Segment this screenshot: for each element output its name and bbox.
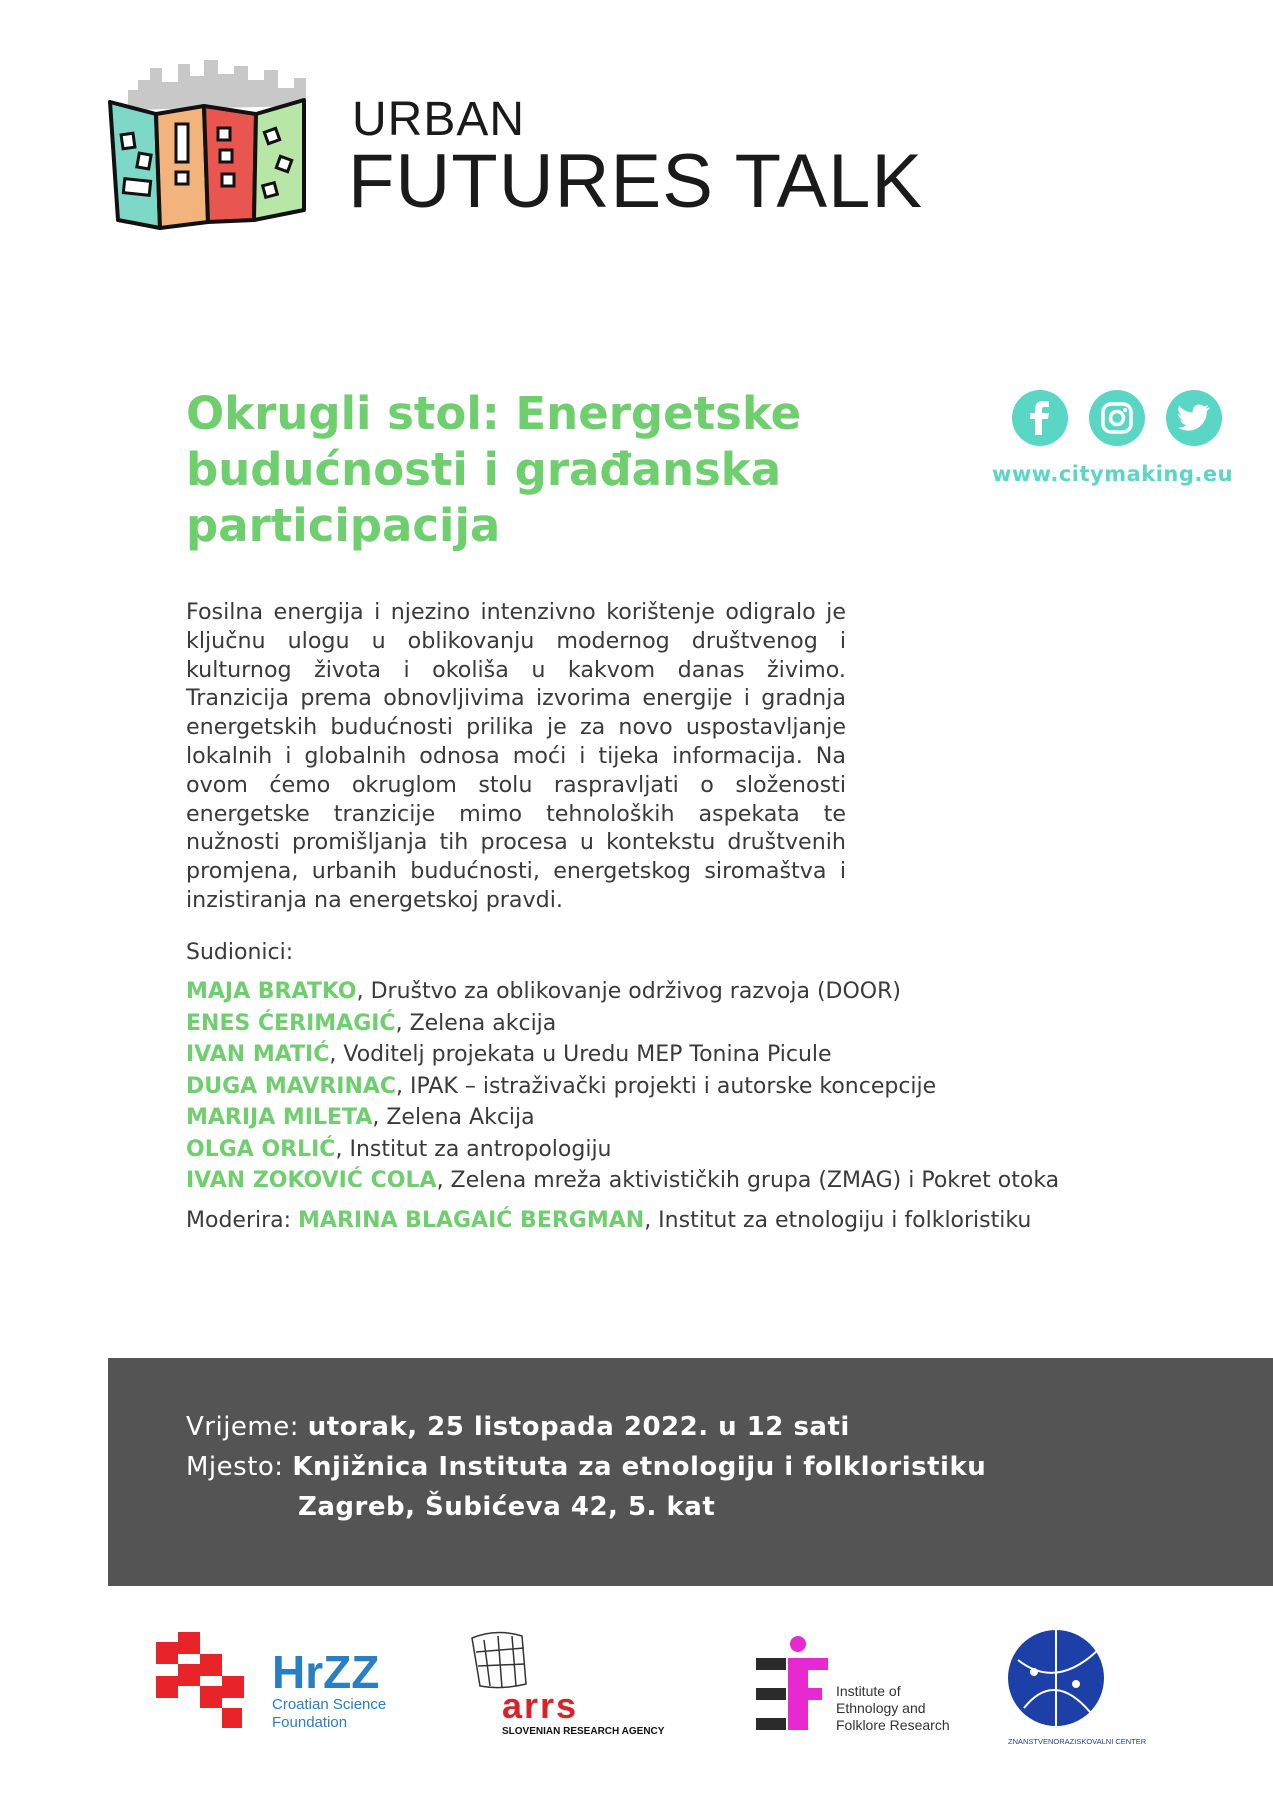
- participant-item: [186, 1102, 1059, 1134]
- logo-word-urban: URBAN: [352, 93, 526, 146]
- arrs-caption: SLOVENIAN RESEARCH AGENCY: [502, 1726, 665, 1737]
- participant-name: MARIJA MILETA: [186, 1105, 373, 1130]
- place-line: [186, 1452, 986, 1482]
- participant-item: [186, 1039, 1059, 1071]
- participant-item: [186, 976, 1059, 1008]
- arrs-logo: [466, 1628, 686, 1738]
- website-link[interactable]: www.citymaking.eu: [992, 462, 1234, 486]
- participant-name: ENES ĆERIMAGIĆ: [186, 1010, 396, 1036]
- place-address: Zagreb, Šubićeva 42, 5. kat: [298, 1492, 716, 1522]
- twitter-icon[interactable]: [1166, 390, 1222, 446]
- arrs-mark: arrs: [502, 1685, 579, 1726]
- participant-affiliation: , IPAK – istraživački projekti i autorske koncepcije: [396, 1073, 937, 1099]
- zrc-caption: ZNANSTVENORAZISKOVALNI CENTER: [1008, 1737, 1147, 1746]
- time-line: [186, 1412, 850, 1442]
- event-title: Okrugli stol: Energetske budućnosti i građanska participacija: [186, 387, 802, 552]
- place-label: Mjesto:: [186, 1452, 293, 1482]
- hrzz-line1: Croatian Science: [272, 1696, 387, 1713]
- hrzz-line2: Foundation: [272, 1714, 348, 1731]
- ief-line2: Ethnology and: [836, 1700, 926, 1716]
- event-info-box: [108, 1358, 1273, 1586]
- hrzz-logo: [152, 1632, 402, 1732]
- moderator-line: [186, 1208, 1031, 1233]
- logo-word-futures-talk: FUTURES TALK: [348, 139, 924, 224]
- participant-affiliation: , Zelena mreža aktivističkih grupa (ZMAG) i Pokret otoka: [436, 1168, 1060, 1193]
- participant-item: [186, 1134, 1059, 1166]
- participant-name: IVAN MATIĆ: [186, 1042, 330, 1067]
- participants-label: Sudionici:: [186, 940, 294, 965]
- participant-name: IVAN ZOKOVIĆ COLA: [186, 1168, 437, 1193]
- participant-affiliation: , Zelena akcija: [395, 1010, 557, 1036]
- participant-name: OLGA ORLIĆ: [186, 1136, 336, 1162]
- time-label: Vrijeme:: [186, 1412, 308, 1442]
- ief-line3: Folklore Research: [836, 1717, 950, 1733]
- participant-affiliation: , Zelena Akcija: [372, 1105, 535, 1130]
- urban-futures-logo-illustration: [108, 60, 328, 240]
- time-value: utorak, 25 listopada 2022. u 12 sati: [307, 1412, 850, 1442]
- ief-line1: Institute of: [836, 1683, 901, 1699]
- participant-item: [186, 1165, 1059, 1197]
- participants-list: [186, 976, 1059, 1197]
- hrzz-mark: HrZZ: [272, 1646, 380, 1698]
- participant-affiliation: , Voditelj projekata u Uredu MEP Tonina Picule: [329, 1042, 832, 1067]
- instagram-icon[interactable]: [1089, 390, 1145, 446]
- zrc-sazu-logo: [1004, 1620, 1147, 1750]
- moderator-label: Moderira:: [186, 1208, 299, 1233]
- event-description: Fosilna energija i njezino intenzivno korištenje odigralo je ključnu ulogu u oblikovanju modernog društvenog i kulturnog života i okoliša u kakvom danas živimo. Tranzicija prema obnovljivima izvorima energije i gradnja energetskih budućnosti prilika je za novo uspostavljanje lokalnih i globalnih odnosa moći i tijeka informacija. Na ovom ćemo okruglom stolu raspravljati o složenosti energetske tranzicije mimo tehnoloških aspekata te nužnosti promišljanja tih procesa u kontekstu društvenih promjena, urbanih budućnosti, energetskog siromaštva i inzistiranja na energetskoj pravdi.: [186, 599, 846, 913]
- participant-name: MAJA BRATKO: [186, 979, 357, 1004]
- participant-item: [186, 1008, 1059, 1040]
- moderator-name: MARINA BLAGAIĆ BERGMAN: [298, 1208, 645, 1233]
- participant-affiliation: , Institut za antropologiju: [335, 1136, 612, 1162]
- place-value: Knjižnica Instituta za etnologiju i folkloristiku: [292, 1452, 987, 1482]
- participant-name: DUGA MAVRINAC: [186, 1073, 397, 1099]
- moderator-affiliation: , Institut za etnologiju i folkloristiku: [644, 1208, 1032, 1233]
- ief-logo: [756, 1636, 966, 1740]
- participant-affiliation: , Društvo za oblikovanje održivog razvoja (DOOR): [356, 979, 901, 1004]
- facebook-icon[interactable]: [1012, 390, 1068, 446]
- participant-item: [186, 1071, 1059, 1103]
